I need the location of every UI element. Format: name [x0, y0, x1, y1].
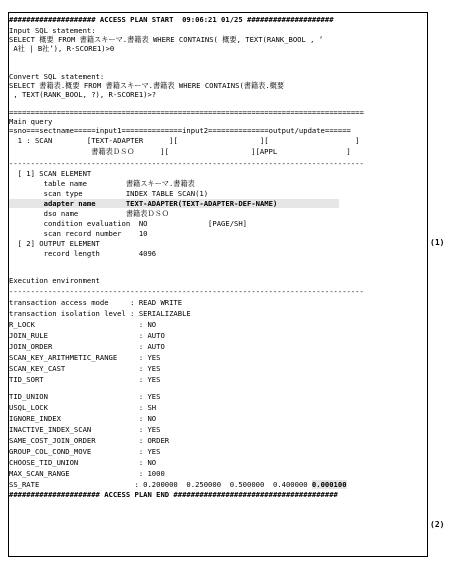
scan-record-number: scan record number 10: [9, 229, 148, 238]
plan-footer: ##################### ACCESS PLAN END ######################################: [9, 490, 338, 499]
main-query-row2: 書籍表ＤＳＯ ][ ][APPL ]: [9, 147, 351, 156]
annotation-2: (2): [430, 520, 445, 529]
ss-rate-values: SS_RATE : 0.200000 0.250000 0.500000 0.400000: [9, 480, 312, 489]
exec-env-row: JOIN_ORDER : AUTO: [9, 342, 165, 351]
scan-type: scan type INDEX TABLE SCAN(1): [9, 189, 209, 198]
exec-env-row: TID_SORT : YES: [9, 375, 161, 384]
exec-env-row: IGNORE_INDEX : NO: [9, 414, 157, 423]
main-query-column-header: =sno===sectname=====input1==============input2==============output/update======: [9, 126, 351, 135]
convert-sql-line2: , TEXT(RANK_BOOL, ?), R-SCORE1)>?: [9, 90, 157, 99]
separator-double: ==================================================================================: [9, 108, 364, 117]
exec-env-row: R_LOCK : NO: [9, 320, 157, 329]
input-sql-label: Input SQL statement:: [9, 26, 96, 35]
input-sql-line1: SELECT 概要 FROM 書籍スキーマ.書籍表 WHERE CONTAINS( 概要, TEXT(RANK_BOOL , ’: [9, 35, 324, 44]
exec-env-row: SCAN_KEY_CAST : YES: [9, 364, 161, 373]
main-query-label: Main query: [9, 117, 53, 126]
scan-adapter-name: adapter name TEXT-ADAPTER(TEXT-ADAPTER-DEF-NAME): [9, 199, 339, 208]
plan-header: #################### ACCESS PLAN START 09:06:21 01/25 ####################: [9, 15, 334, 24]
separator-single-2: ----------------------------------------------------------------------------------: [9, 287, 364, 296]
convert-sql-label: Convert SQL statement:: [9, 72, 105, 81]
exec-env-row: MAX_SCAN_RANGE : 1000: [9, 469, 165, 478]
scan-condition-evaluation: condition evaluation NO [PAGE/SH]: [9, 219, 247, 228]
exec-env-row: SCAN_KEY_ARITHMETIC_RANGE : YES: [9, 353, 161, 362]
exec-env-row: JOIN_RULE : AUTO: [9, 331, 165, 340]
exec-env-row: transaction isolation level : SERIALIZABLE: [9, 309, 191, 318]
exec-env-row: USQL_LOCK : SH: [9, 403, 157, 412]
ss-rate-row: [9, 480, 347, 489]
output-element-title: [ 2] OUTPUT ELEMENT: [9, 239, 100, 248]
exec-env-row: CHOOSE_TID_UNION : NO: [9, 458, 157, 467]
scan-dso-name: dso name 書籍表ＤＳＯ: [9, 209, 169, 218]
scan-element-title: [ 1] SCAN ELEMENT: [9, 169, 92, 178]
main-query-row1: 1 : SCAN [TEXT-ADAPTER ][ ][ ]: [9, 136, 360, 145]
ss-rate-last-value: 0.000100: [311, 480, 347, 489]
exec-env-label: Execution environment: [9, 276, 100, 285]
exec-env-row: INACTIVE_INDEX_SCAN : YES: [9, 425, 161, 434]
exec-env-row: GROUP_COL_COND_MOVE : YES: [9, 447, 161, 456]
convert-sql-line1: SELECT 書籍表.概要 FROM 書籍スキーマ.書籍表 WHERE CONTAINS(書籍表.概要: [9, 81, 285, 90]
exec-env-row: transaction access mode : READ WRITE: [9, 298, 183, 307]
access-plan-listing: [8, 12, 428, 557]
annotation-1: (1): [430, 238, 445, 247]
exec-env-row: TID_UNION : YES: [9, 392, 161, 401]
scan-table-name: table name 書籍スキーマ.書籍表: [9, 179, 195, 188]
exec-env-row: SAME_COST_JOIN_ORDER : ORDER: [9, 436, 170, 445]
input-sql-line2: A社 | B社’), R-SCORE1)>0: [9, 44, 115, 53]
output-record-length: record length 4096: [9, 249, 157, 258]
separator-single-1: ----------------------------------------------------------------------------------: [9, 159, 364, 168]
